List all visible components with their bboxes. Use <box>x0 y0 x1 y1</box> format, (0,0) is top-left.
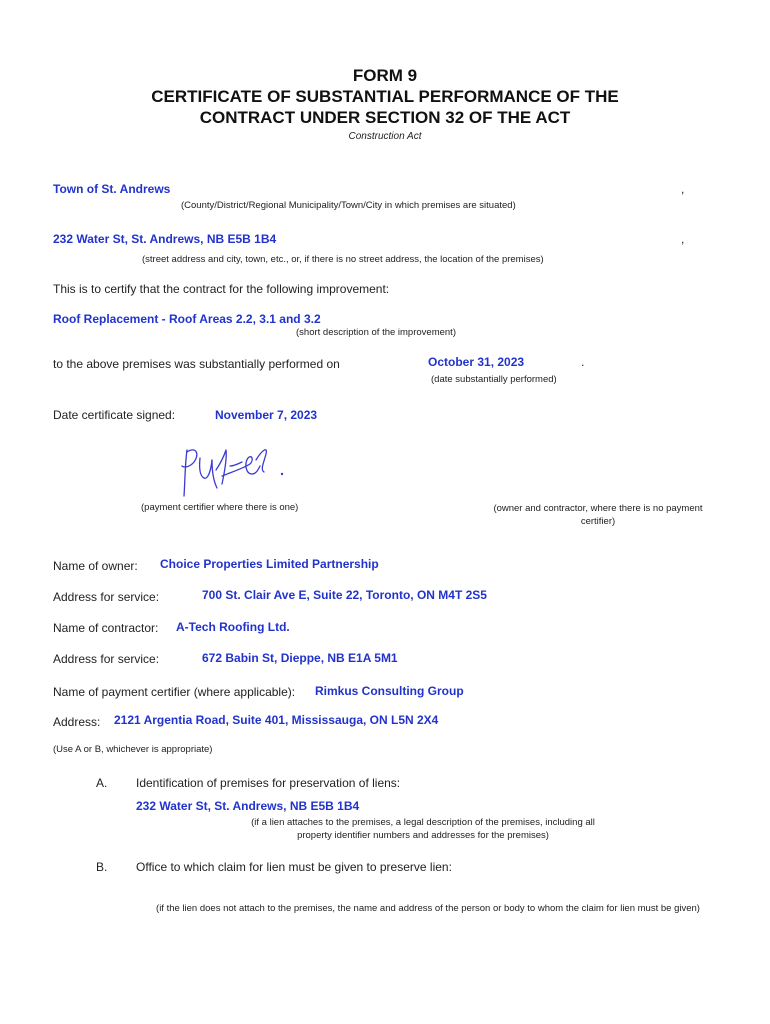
form-title-line1: CERTIFICATE OF SUBSTANTIAL PERFORMANCE OF THE <box>151 87 619 106</box>
owner-address-label: Address for service: <box>53 590 160 604</box>
improvement-value: Roof Replacement - Roof Areas 2.2, 3.1 and 3.2 <box>53 312 321 326</box>
performed-period: . <box>581 355 585 369</box>
contractor-name-label: Name of contractor: <box>53 621 159 635</box>
certifier-name-label: Name of payment certifier (where applicable): <box>53 685 296 699</box>
performed-caption: (date substantially performed) <box>431 374 557 385</box>
option-b-letter: B. <box>96 860 108 874</box>
improvement-caption: (short description of the improvement) <box>296 327 456 338</box>
certifier-signature-caption: (payment certifier where there is one) <box>141 502 299 513</box>
form-number: FORM 9 <box>352 66 418 85</box>
premises-comma: , <box>681 232 685 246</box>
contractor-address-value: 672 Babin St, Dieppe, NB E1A 5M1 <box>202 651 398 665</box>
performed-label: to the above premises was substantially performed on <box>53 357 340 371</box>
act-name: Construction Act <box>348 131 422 142</box>
certify-text: This is to certify that the contract for the following improvement: <box>53 282 390 296</box>
contractor-name-value: A-Tech Roofing Ltd. <box>176 620 290 634</box>
form-title-line2: CONTRACT UNDER SECTION 32 OF THE ACT <box>199 108 571 127</box>
date-signed-value: November 7, 2023 <box>215 408 318 422</box>
owner-address-value: 700 St. Clair Ave E, Suite 22, Toronto, ON M4T 2S5 <box>202 588 487 602</box>
certifier-address-value: 2121 Argentia Road, Suite 401, Mississauga, ON L5N 2X4 <box>114 713 439 727</box>
municipality-comma: , <box>681 182 685 196</box>
owner-contractor-signature-caption: (owner and contractor, where there is no payment certifier) <box>493 503 703 527</box>
certifier-address-label: Address: <box>53 715 101 729</box>
owner-name-label: Name of owner: <box>53 559 138 573</box>
owner-name-value: Choice Properties Limited Partnership <box>160 557 379 571</box>
option-b-caption: (if the lien does not attach to the premises, the name and address of the person or body to whom the claim for lien must be given) <box>156 903 700 914</box>
premises-caption: (street address and city, town, etc., or, if there is no street address, the location of the premises) <box>142 254 544 265</box>
premises-value: 232 Water St, St. Andrews, NB E5B 1B4 <box>53 232 277 246</box>
municipality-value: Town of St. Andrews <box>53 182 171 196</box>
municipality-caption: (County/District/Regional Municipality/Town/City in which premises are situated) <box>181 200 516 211</box>
certifier-signature <box>170 440 300 502</box>
option-a-letter: A. <box>96 776 108 790</box>
use-note: (Use A or B, whichever is appropriate) <box>53 744 213 755</box>
option-a-value: 232 Water St, St. Andrews, NB E5B 1B4 <box>136 799 360 813</box>
option-a-text: Identification of premises for preservation of liens: <box>136 776 401 790</box>
date-signed-label: Date certificate signed: <box>53 408 176 422</box>
option-b-text: Office to which claim for lien must be given to preserve lien: <box>136 860 452 874</box>
certifier-name-value: Rimkus Consulting Group <box>315 684 464 698</box>
contractor-address-label: Address for service: <box>53 652 160 666</box>
option-a-caption: (if a lien attaches to the premises, a legal description of the premises, including all property identifier numbers and addresses for the premises) <box>251 817 595 841</box>
performed-date-value: October 31, 2023 <box>428 355 525 369</box>
